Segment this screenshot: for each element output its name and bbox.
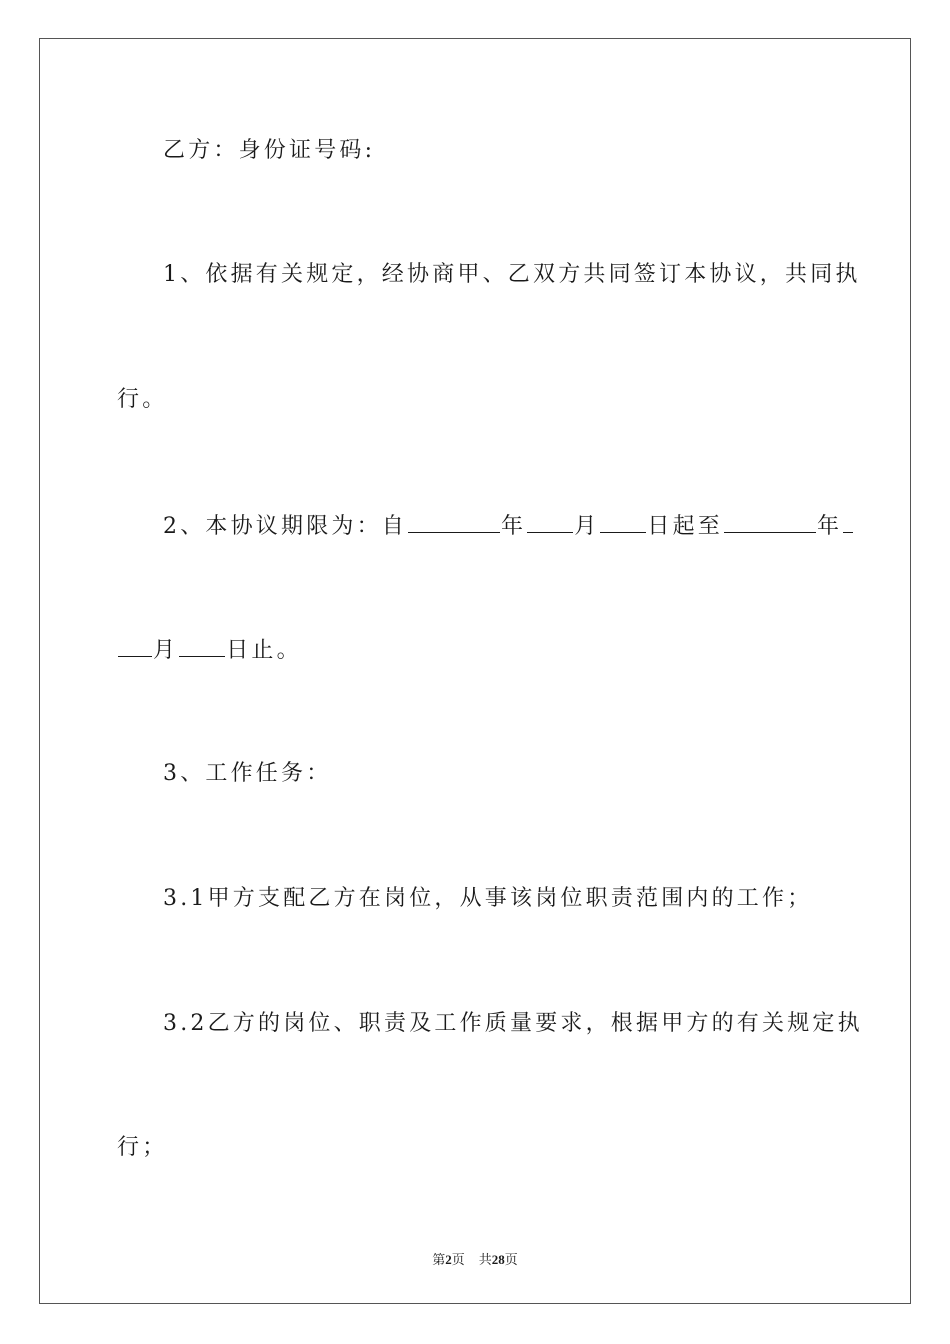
- party-b-id-line: 乙方：身份证号码:: [163, 138, 376, 163]
- blank-start-year: [408, 514, 500, 533]
- page-border: [39, 38, 911, 1304]
- blank-end-month-part-2: [118, 638, 152, 657]
- footer-total-pages: 28: [491, 1252, 505, 1267]
- clause-3-heading: 3、工作任务：: [163, 761, 332, 786]
- clause-2-line-2: [117, 638, 302, 662]
- blank-start-month: [527, 514, 573, 533]
- clause-2-year-1: 年: [501, 514, 527, 539]
- clause-2-month-1: 月: [574, 514, 600, 539]
- clause-2-text-start: 2、本协议期限为：自: [163, 514, 407, 539]
- footer-total-suffix: 页: [504, 1252, 518, 1267]
- clause-2-line-1: [163, 514, 854, 538]
- clause-2-year-2: 年: [817, 514, 843, 539]
- blank-end-day: [179, 638, 225, 657]
- footer-page-suffix: 页: [451, 1252, 465, 1267]
- clause-3-2-line-1: 3.2乙方的岗位、职责及工作质量要求，根据甲方的有关规定执: [163, 1011, 863, 1036]
- clause-3-2-line-2: 行；: [117, 1135, 168, 1160]
- footer-total-prefix: 共: [478, 1252, 492, 1267]
- clause-2-month-2: 月: [153, 638, 179, 663]
- blank-end-year: [724, 514, 816, 533]
- blank-start-day: [600, 514, 646, 533]
- blank-end-month-part-1: [843, 514, 853, 533]
- clause-1-line-1: 1、依据有关规定，经协商甲、乙双方共同签订本协议，共同执: [163, 262, 861, 287]
- page-footer: [0, 1249, 950, 1268]
- clause-3-1: 3.1甲方支配乙方在岗位，从事该岗位职责范围内的工作；: [163, 886, 813, 911]
- footer-page-number: 2: [445, 1252, 452, 1267]
- footer-page-prefix: 第: [432, 1252, 446, 1267]
- clause-2-end: 日止。: [226, 638, 302, 663]
- clause-2-day-to: 日起至: [647, 514, 724, 539]
- clause-1-line-2: 行。: [117, 387, 168, 412]
